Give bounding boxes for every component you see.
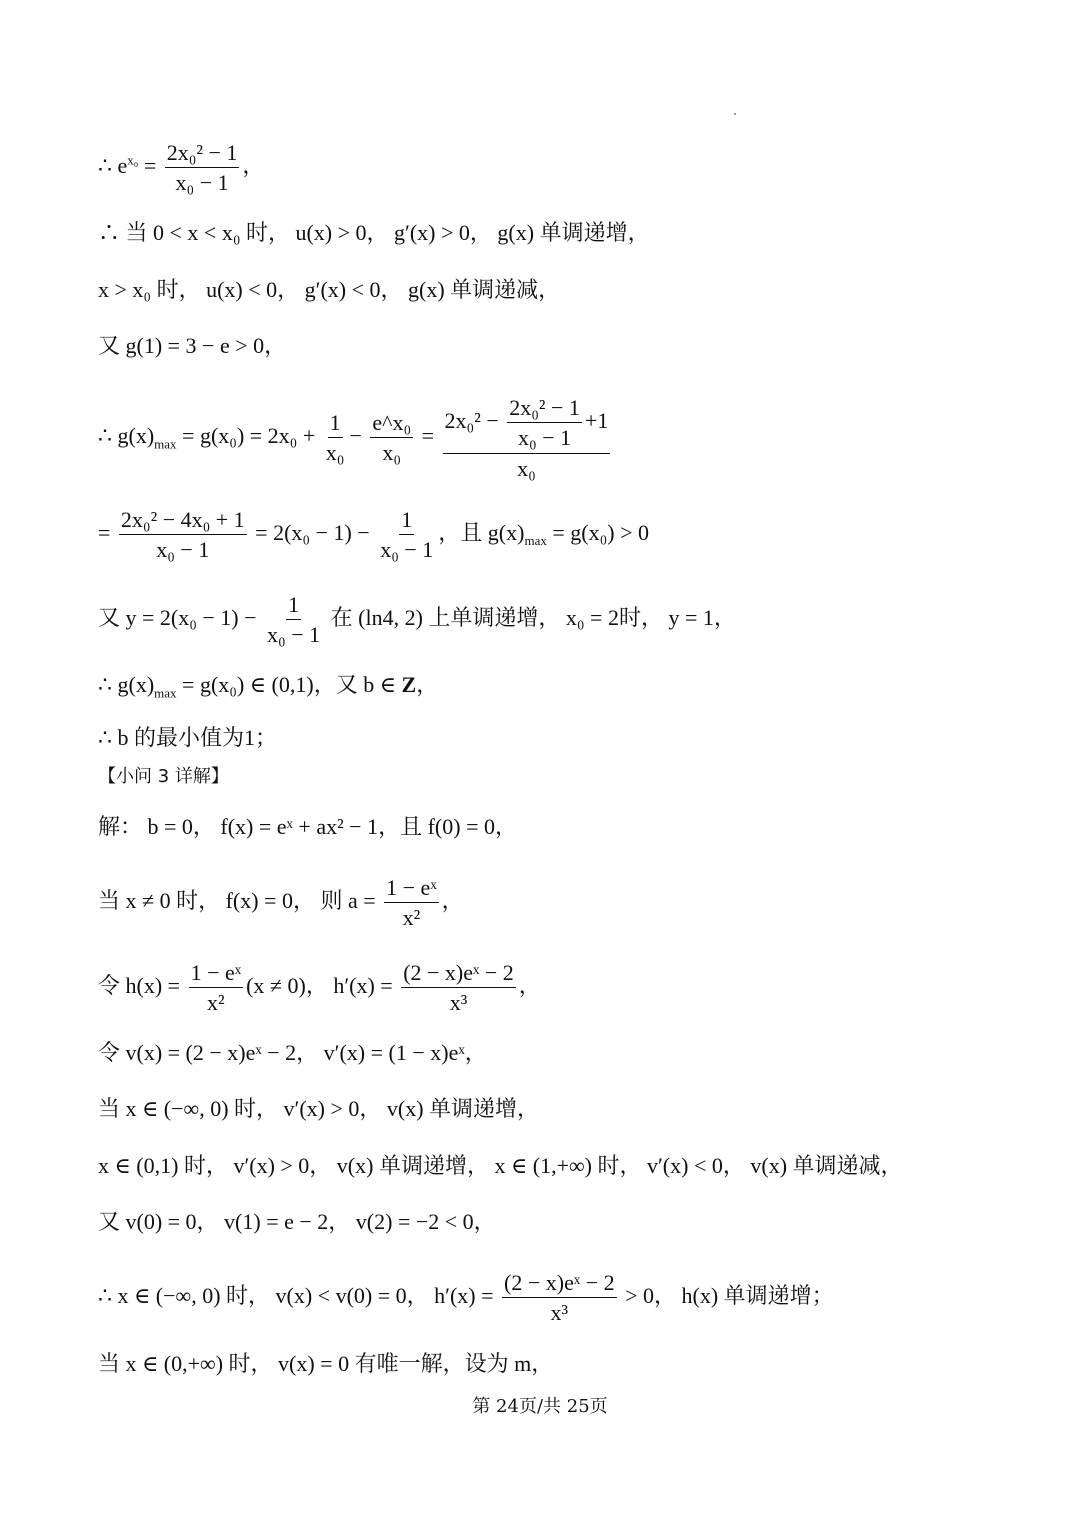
line-12: 当 x ≠ 0 时， f(x) = 0， 则 a = $\frac{\text{1 − eˣ}}{\text{x²}}$ ， xyxy=(98,875,464,931)
stray-dot xyxy=(734,113,736,115)
fraction: $\frac{1}{\text{x₀ − 1}}$ xyxy=(267,592,321,648)
fraction: $\frac{1}{\text{x₀}}$ xyxy=(325,410,345,466)
line-19: 当 x ∈ (0,+∞) 时， v(x) = 0 有唯一解，设为 m， xyxy=(98,1351,554,1376)
line-3: x > x₀ 时， u(x) < 0， g′(x) < 0， g(x) 单调递减， xyxy=(98,277,561,302)
line-14: 令 v(x) = (2 − x)eˣ − 2， v′(x) = (1 − x)eˣ， xyxy=(98,1040,487,1065)
line-11: 解： b = 0， f(x) = eˣ + ax² − 1，且 f(0) = 0， xyxy=(98,814,517,839)
fraction: $\frac{\text{e\textasciicircum{}x₀}}{\text{x₀}}$ xyxy=(372,410,412,466)
fraction-nested: 2x₀² − $\frac{\text{2x₀² − 1}}{\text{x₀ − 1}}$ +1 x₀ xyxy=(444,395,609,481)
line-6: = $\frac{\text{2x₀² − 4x₀ + 1}}{\text{x₀ − 1}}$ = 2(x₀ − 1) − $\frac{1}{\text{x₀ − 1}}$ ，且 $g(x)_{max} = g(x_0) > 0$ xyxy=(98,507,649,563)
line-17: 又 v(0) = 0， v(1) = e − 2， v(2) = −2 < 0， xyxy=(98,1209,496,1234)
fraction: $\frac{1}{\text{x₀ − 1}}$ xyxy=(380,507,434,563)
line-8: ∴ $g(x)_{max} = g(x_0)$ ∈ (0,1)，又 b ∈ Z， xyxy=(98,672,439,701)
line-5: ∴ $g(x)_{max} = g(x_0) = 2x_0$ + $\frac{1}{\text{x₀}}$ − $\frac{\text{e\textasciicircum{}x₀}}{\text{x₀}}$ = 2x₀² − $\frac{\text{2x₀² − 1}}{\text{x₀ − 1}}$ +1 x₀ xyxy=(98,395,609,481)
line-18: ∴ x ∈ (−∞, 0) 时， v(x) < v(0) = 0， h′(x) = $\frac{\text{(2 − x)eˣ − 2}}{\text{x³}}$ > 0， h(x) 单调递增； xyxy=(98,1270,834,1326)
line-7: 又 y = 2(x₀ − 1) − $\frac{1}{\text{x₀ − 1}}$ 在 (ln4, 2) 上单调递增， x₀ = 2时， y = 1， xyxy=(98,592,736,648)
fraction: $\frac{\text{(2 − x)eˣ − 2}}{\text{x³}}$ xyxy=(504,1270,615,1326)
line-15: 当 x ∈ (−∞, 0) 时， v′(x) > 0， v(x) 单调递增， xyxy=(98,1096,540,1121)
section-heading: 【小问 3 详解】 xyxy=(98,766,229,787)
fraction: $\frac{\text{(2 − x)eˣ − 2}}{\text{x³}}$ xyxy=(403,960,514,1016)
page-footer: 第 24页/共 25页 xyxy=(472,1396,608,1417)
line-2: ∴ 当 0 < x < x₀ 时， u(x) > 0， g′(x) > 0， g(x) 单调递增， xyxy=(98,220,650,245)
line-16: x ∈ (0,1) 时， v′(x) > 0， v(x) 单调递增， x ∈ (1,+∞) 时， v′(x) < 0， v(x) 单调递减， xyxy=(98,1153,903,1178)
fraction: $\frac{\text{2x₀² − 4x₀ + 1}}{\text{x₀ − 1}}$ xyxy=(120,507,245,563)
line-13: 令 h(x) = $\frac{\text{1 − eˣ}}{\text{x²}}$ (x ≠ 0)， h′(x) = $\frac{\text{(2 − x)eˣ − 2}}{\text{x³}}$ ， xyxy=(98,960,541,1016)
line-9: ∴ b 的最小值为1； xyxy=(98,725,277,750)
fraction: $\frac{\text{2x₀² − 1}}{\text{x₀ − 1}}$ xyxy=(166,140,238,196)
line-1: ∴ $e^{x_0}$ = $\frac{\text{2x₀² − 1}}{\text{x₀ − 1}}$ ， xyxy=(98,140,265,196)
fraction: $\frac{\text{1 − eˣ}}{\text{x²}}$ xyxy=(386,875,437,931)
line-4: 又 g(1) = 3 − e > 0， xyxy=(98,333,287,358)
fraction: $\frac{\text{1 − eˣ}}{\text{x²}}$ xyxy=(190,960,242,1016)
